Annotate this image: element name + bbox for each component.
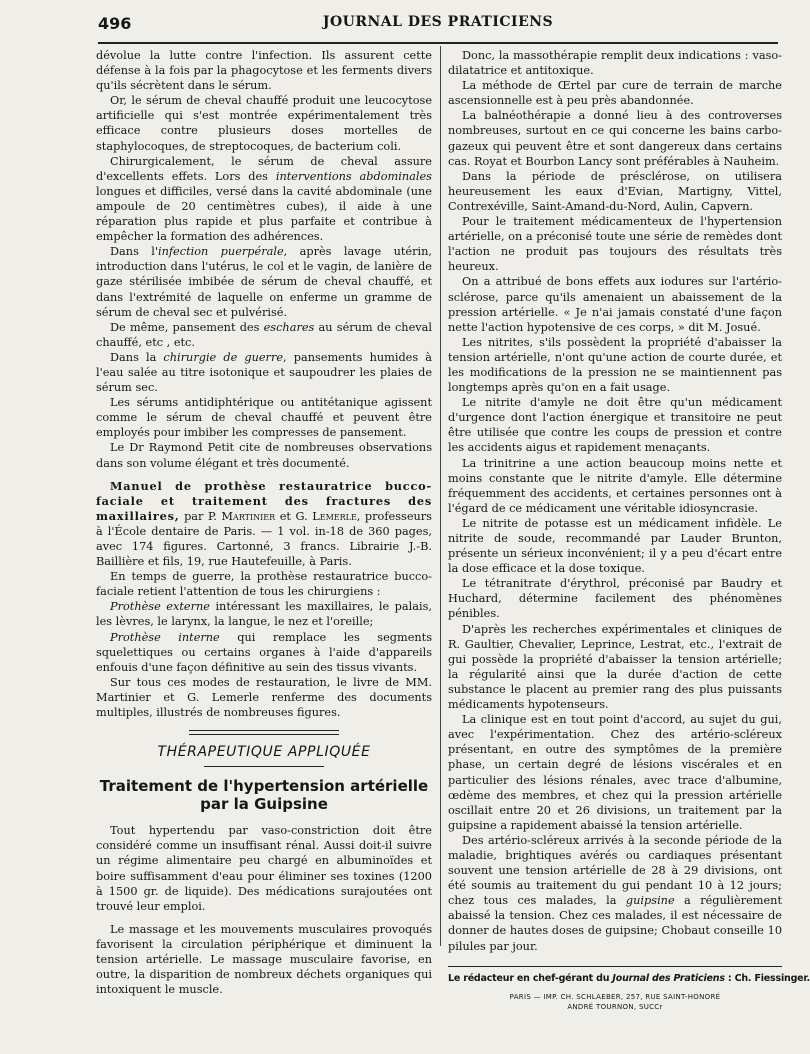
paragraph: Le massage et les mouvements musculaires provoqués favorisent la circulation périphérique et diminuent la tension artérielle. Le massage musculaire favorise, en outre, la disparition de nombreux déchets organiques qui intoxiquent le muscle. [96, 922, 432, 997]
paragraph: Chirurgicalement, le sérum de cheval assure d'excellents effets. Lors des interventions abdominales longues et difficiles, versé dans la cavité abdominale (une ampoule de 20 centimètres cubes), il aide à une réparation plus rapide et plus parfaite et contribue à empêcher la formation des adhérences. [96, 154, 432, 244]
paragraph: La balnéothérapie a donné lieu à des controverses nombreuses, surtout en ce qui concerne les bains carbo-gazeux qui peuvent être et sont dangereux dans certains cas. Royat et Bourbon Lancy sont préférables à Nauheim. [448, 109, 782, 168]
paragraph: Or, le sérum de cheval chauffé produit une leucocytose artificielle qui s'est montrée expérimentalement très efficace contre plusieurs doses mortelles de staphylocoques, de streptocoques, de bacterium coli. [96, 94, 432, 153]
paragraph: Le tétranitrate d'érythrol, préconisé par Baudry et Huchard, détermine facilement des phénomènes pénibles. [448, 577, 782, 621]
paragraph: Prothèse interne qui remplace les segments squelettiques ou certains organes à l'aide d'appareils enfouis d'une façon définitive au sein des tissus vivants. [96, 630, 432, 674]
paragraph: Des artério-scléreux arrivés à la seconde période de la maladie, brightiques avérés ou cardiaques présentant souvent une tension artérielle de 28 à 29 divisions, ont été soumis au traitement du gui pendant 10 à 12 jours; chez tous ces malades, la guipsine a régulièrement abaissé la tension. Chez ces malades, il est nécessaire de donner de hautes doses de guipsine; Chobaut conseille 10 pilules par jour. [448, 833, 782, 953]
paragraph: Tout hypertendu par vaso-constriction doit être considéré comme un insuffisant rénal. Aussi doit-il suivre un régime alimentaire peu chargé en albuminoïdes et boire suffisamment d'eau pour éliminer ses toxines (1200 à 1500 gr. de liquide). Des médications surajoutées ont trouvé leur emploi. [96, 824, 432, 913]
paragraph: La méthode de Œrtel par cure de terrain de marche ascensionnelle est à peu près abandonnée. [448, 79, 782, 108]
footer-rule [448, 966, 782, 967]
paragraph: Prothèse externe intéressant les maxillaires, le palais, les lèvres, le larynx, la langue, le nez et l'oreille; [96, 600, 432, 629]
right-column [448, 48, 810, 1012]
paragraph: En temps de guerre, la prothèse restauratrice bucco-faciale retient l'attention de tous les chirurgiens : [96, 570, 432, 599]
section-title: THÉRAPEUTIQUE APPLIQUÉE [157, 744, 371, 761]
printer-imprint: PARIS — IMP. CH. SCHLAEBER, 257, RUE SAINT-HONORÉ ANDRÉ TOURNON, SUCCr [509, 992, 721, 1011]
section-rule-thin [204, 766, 324, 767]
book-review-heading: Manuel de prothèse restauratrice bucco-faciale et traitement des fractures des maxillaires, par P. Martinier et G. Lemerle, professeurs à l'École dentaire de Paris. — 1 vol. in-18 de 360 pages, avec 174 figures. Cartonné, 3 francs. Librairie J.-B. Baillière et fils, 19, rue Hautefeuille, à Paris. [96, 478, 432, 569]
page-header [98, 14, 778, 36]
left-column [96, 48, 432, 997]
paragraph: On a attribué de bons effets aux iodures sur l'artério-sclérose, parce qu'ils amenaient un abaissement de la pression artérielle. « Je n'ai jamais constaté d'une façon nette l'action hypotensive de ces corps, » dit M. Josué. [448, 275, 782, 334]
paragraph: Pour le traitement médicamenteux de l'hypertension artérielle, on a préconisé toute une série de remèdes dont l'action ne produit pas toujours des résultats très heureux. [448, 215, 782, 274]
page-number: 496 [98, 14, 132, 33]
article-title: Traitement de l'hypertension artérielle par la Guipsine [99, 777, 429, 814]
paragraph: D'après les recherches expérimentales et cliniques de R. Gaultier, Chevalier, Leprince, Lestrat, etc., l'extrait de gui possède la propriété d'abaisser la tension artérielle; la régularité ainsi que la durée d'action de cette substance le placent au premier rang des plus puissants médicaments hypotenseurs. [448, 622, 782, 712]
paragraph: Dans la chirurgie de guerre, pansements humides à l'eau salée au titre isotonique et saupoudrer les plaies de sérum sec. [96, 350, 432, 395]
paragraph: Dans la période de présclérose, on utilisera heureusement les eaux d'Evian, Martigny, Vittel, Contrexéville, Saint-Amand-du-Nord, Aulin, Capvern. [448, 169, 782, 213]
journal-title: JOURNAL DES PRATICIENS [322, 14, 554, 30]
paragraph: Les sérums antidiphtérique ou antitétanique agissent comme le sérum de cheval chauffé et peuvent être employés pour imbiber les compresses de pansement. [96, 396, 432, 440]
header-rule [98, 42, 778, 44]
paragraph: Le Dr Raymond Petit cite de nombreuses observations dans son volume élégant et très documenté. [96, 441, 432, 470]
paragraph: Le nitrite de potasse est un médicament infidèle. Le nitrite de soude, recommandé par Lauder Brunton, présente un sérieux inconvénient; il y a peu d'écart entre la dose efficace et la dose toxique. [448, 516, 782, 576]
spacer [96, 471, 432, 479]
paragraph: Le nitrite d'amyle ne doit être qu'un médicament d'urgence dont l'action énergique et transitoire ne peut être utilisée que contre les coups de pression et contre les accidents aigus et rapidement menaçants. [448, 396, 782, 455]
column-divider [440, 46, 441, 946]
spacer [96, 914, 432, 922]
paragraph: Donc, la massothérapie remplit deux indications : vaso-dilatatrice et antitoxique. [448, 49, 782, 78]
paragraph: La clinique est en tout point d'accord, au sujet du gui, avec l'expérimentation. Chez des artério-scléreux présentant, en outre des symptômes de la première phase, un certain degré de lésions viscérales et en particulier des lésions rénales, avec trace d'albumine, œdème des membres, et chez qui la pression artérielle oscillait entre 20 et 26 divisions, un traitement par la guipsine a rapidement abaissé la tension artérielle. [448, 713, 782, 832]
paragraph: Sur tous ces modes de restauration, le livre de MM. Martinier et G. Lemerle renferme des documents multiples, illustrés de nombreuses figures. [96, 675, 432, 720]
paragraph: La trinitrine a une action beaucoup moins nette et moins constante que le nitrite d'amyle. Elle détermine fréquemment des accidents, et certaines personnes ont à l'égard de ce médicament une véritable idiosyncrasie. [448, 456, 782, 515]
section-rule [189, 730, 339, 735]
paragraph: dévolue la lutte contre l'infection. Ils assurent cette défense à la fois par la phagocytose et les ferments divers qu'ils sécrètent dans le sérum. [96, 49, 432, 93]
paragraph: Dans l'infection puerpérale, après lavage utérin, introduction dans l'utérus, le col et le vagin, de lanière de gaze stérilisée imbibée de sérum de cheval chauffé, et dans l'extrémité de laquelle on enferme un gramme de sérum de cheval sec et pulvérisé. [96, 245, 432, 319]
paragraph: Les nitrites, s'ils possèdent la propriété d'abaisser la tension artérielle, n'ont qu'une action de courte durée, et les modifications de la pression ne se maintiennent pas longtemps après qu'on en a fait usage. [448, 335, 782, 395]
paragraph: De même, pansement des eschares au sérum de cheval chauffé, etc , etc. [96, 320, 432, 349]
editor-credit: Le rédacteur en chef-gérant du Journal des Praticiens : Ch. Fiessinger. [448, 972, 810, 984]
